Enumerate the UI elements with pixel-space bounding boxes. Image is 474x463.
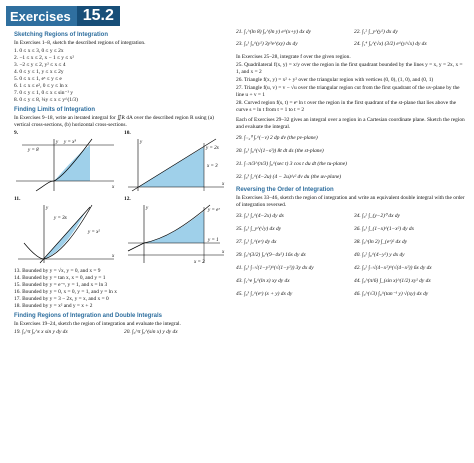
exercises-19-20: [14, 329, 228, 336]
graph-11-svg: [14, 203, 118, 265]
section-reversing: Reversing the Order of Integration: [236, 187, 334, 193]
exercise-2: 2. −1 ≤ x ≤ 2, x − 1 ≤ y ≤ x²: [14, 55, 74, 61]
graph-12-y-label: y: [146, 206, 149, 211]
intro-25-28: In Exercises 25–28, integrate f over the given region.: [236, 54, 351, 60]
exercise-45: 45. ∫₀³ ∫₁^(eʸ) (x + y) dx dy: [236, 291, 293, 297]
exercise-1: 1. 0 ≤ x ≤ 3, 0 ≤ y ≤ 2x: [14, 48, 64, 54]
exercise-31: 31. ∫₋π/3^(π/3) ∫₀^(sec t) 3 cos t du dt (the tu-plane): [236, 161, 347, 167]
graph-12-label-vertical: x = 2: [194, 260, 205, 265]
exercise-24: 24. ∫₁⁴ ∫₀^(√x) (3/2) e^(y/√x) dy dx: [354, 41, 427, 47]
exercise-33: 33. ∫₀¹ ∫₂^(4−2x) dy dx: [236, 213, 284, 219]
exercise-8: 8. 0 ≤ y ≤ 8, ¼y ≤ x ≤ y^(1/3): [14, 97, 78, 103]
exercise-32: 32. ∫₀³ ∫₁^(4−2u) (4 − 2u)/v² dv du (the uv-plane): [236, 174, 342, 180]
exercise-26: 26. Triangle f(x, y) = x² + y² over the triangular region with vertices (0, 0), (1, 0), and (0, 1): [236, 77, 434, 83]
graph-10-y-label: y: [140, 140, 143, 145]
graph-12-number: 12.: [124, 196, 131, 202]
intro-19-24: In Exercises 19–24, sketch the region of integration and evaluate the integral.: [14, 321, 181, 327]
graph-10-label-diagonal: y = 2x: [206, 146, 219, 151]
exercise-5: 5. 0 ≤ x ≤ 1, eˣ ≤ y ≤ e: [14, 76, 62, 82]
exercise-4: 4. 0 ≤ y ≤ 1, y ≤ x ≤ 2y: [14, 69, 64, 75]
graph-12-label-curve: y = eˣ: [208, 208, 220, 213]
exercise-7: 7. 0 ≤ y ≤ 1, 0 ≤ x ≤ sin⁻¹ y: [14, 90, 73, 96]
intro-33-46: In Exercises 33–46, sketch the region of integration and write an equivalent double integral with the order of integration reversed.: [236, 195, 465, 208]
graph-12: [124, 196, 228, 268]
graph-9-svg: [14, 137, 118, 193]
exercise-41: 41. ∫₀¹ ∫₋√(1−y²)^(√(1−y²)) 3y dx dy: [236, 265, 314, 271]
exercise-16: 16. Bounded by y = 0, x = 0, y = 1, and y = ln x: [14, 289, 117, 295]
exercise-34: 34. ∫₀² ∫_(y−2)⁰ dx dy: [354, 213, 400, 219]
intro-9-18: In Exercises 9–18, write an iterated integral for ∬R dA over the described region R using (a) vertical cross-sections, (b) horizontal cross-sections.: [14, 115, 214, 128]
exercise-25: 25. Quadrilateral f(x, y) = x/y over the region in the first quadrant bounded by the lines y = x, y = 2x, x = 1, and x = 2: [236, 62, 463, 75]
graph-11-label-curve: y = x²: [88, 230, 100, 235]
header-number: 15.2: [77, 6, 120, 26]
exercise-21: 21. ∫₁^(ln 8) ∫₀^(ln y) e^(x+y) dx dy: [236, 29, 311, 35]
section-sketching: Sketching Regions of Integration: [14, 32, 109, 38]
graph-11-x-label: x: [112, 254, 115, 259]
graph-10: [124, 130, 228, 196]
exercise-17: 17. Bounded by y = 3 − 2x, y = x, and x = 0: [14, 296, 109, 302]
graph-9-y-label: y: [56, 140, 59, 145]
graph-12-label-horizontal: y = 1: [208, 238, 219, 243]
graph-9-number: 9.: [14, 130, 19, 136]
exercise-13: 13. Bounded by y = √x, y = 0, and x = 9: [14, 268, 101, 274]
graph-11-curve: [24, 205, 92, 259]
exercise-18: 18. Bounded by y = x² and y = x + 2: [14, 303, 93, 309]
graphs-row-2: [14, 196, 228, 268]
right-column: [236, 8, 466, 301]
exercise-6: 6. 1 ≤ x ≤ e², 0 ≤ y ≤ ln x: [14, 83, 68, 89]
graph-10-svg: [124, 137, 228, 193]
exercise-29: 29. ∫₋₂⁰ ∫ᵥ^(−v) 2 dp dv (the pv-plane): [236, 135, 318, 141]
graphs-row-1: [14, 130, 228, 196]
graph-9: [14, 130, 118, 196]
graph-12-svg: [124, 203, 228, 265]
graph-12-region: [144, 211, 204, 243]
exercise-38: 38. ∫₀^(ln 2) ∫_(eˣ)² dx dy: [354, 239, 408, 245]
section-finding-limits: Finding Limits of Integration: [14, 107, 95, 113]
graph-9-label-curve: y = x³: [64, 140, 76, 145]
exercise-42: 42. ∫₀² ∫₋√(4−x²)^(√(4−x²)) 6x dy dx: [354, 265, 432, 271]
graph-10-number: 10.: [124, 130, 131, 136]
exercise-28: 28. Curved region f(s, t) = eˢ ln t over the region in the first quadrant of the st-plane that lies above the curve s = ln t from t = 1 to t = 2: [236, 100, 457, 113]
exercise-3: 3. −2 ≤ y ≤ 2, y² ≤ x ≤ 4: [14, 62, 66, 68]
graph-11-y-label: y: [46, 206, 49, 211]
exercise-44: 44. ∫₀^(π/6) ∫_(sin x)^(1/2) xy² dy dx: [354, 278, 431, 284]
exercise-37: 37. ∫₀¹ ∫₁^(eˣ) dy dx: [236, 239, 277, 245]
header-word: Exercises: [10, 8, 71, 24]
graph-11-label-line: y = 3x: [54, 216, 67, 221]
exercise-36: 36. ∫₀¹ ∫_(1−x)^(1−x²) dy dx: [354, 226, 414, 232]
left-column: [14, 30, 228, 336]
exercise-14: 14. Bounded by y = tan x, x = 0, and y = 1: [14, 275, 106, 281]
graph-9-label-line: y = 8: [28, 148, 39, 153]
graph-11-number: 11.: [14, 196, 21, 202]
section-finding-regions: Finding Regions of Integration and Double Integrals: [14, 313, 162, 319]
graph-11: [14, 196, 118, 268]
exercises-21-24: [236, 26, 466, 50]
exercise-39: 39. ∫₀^(3/2) ∫₀^(9−4x²) 16x dy dx: [236, 252, 306, 258]
graph-12-x-label: x: [222, 250, 225, 255]
exercise-19: 19. ∫₀^π ∫₀^x x sin y dy dx: [14, 329, 68, 335]
exercise-23: 23. ∫₀¹ ∫₀^(y²) 3y³e^(xy) dx dy: [236, 41, 298, 47]
exercises-33-46: [236, 210, 466, 301]
intro-29-32: Each of Exercises 29–32 gives an integral over a region in a Cartesian coordinate plane. Sketch the region and evaluate the integral.: [236, 117, 465, 130]
exercise-15: 15. Bounded by y = e⁻ˣ, y = 1, and x = ln 3: [14, 282, 108, 288]
exercise-46: 46. ∫₀^(√3) ∫₀^(tan⁻¹ y) √(xy) dx dy: [354, 291, 429, 297]
graph-10-x-label: x: [222, 182, 225, 187]
exercise-20: 20. ∫₀^π ∫₀^(sin x) y dy dx: [124, 329, 178, 335]
graph-10-label-vertical: x = 3: [207, 164, 218, 169]
exercises-header: [6, 6, 116, 26]
intro-1-8: In Exercises 1–8, sketch the described regions of integration.: [14, 40, 146, 46]
exercise-27: 27. Triangle f(u, v) = v − √u over the triangular region cut from the first quadrant of the uv-plane by the line u + v = 1: [236, 85, 460, 98]
exercise-30: 30. ∫₀¹ ∫₀^(√(1−s²)) 8t dt ds (the st-plane): [236, 148, 324, 154]
exercise-22: 22. ∫₁² ∫_y^(y²) dx dy: [354, 29, 398, 35]
exercise-35: 35. ∫₀¹ ∫_y^(√y) dx dy: [236, 226, 282, 232]
graph-9-x-label: x: [112, 185, 115, 190]
exercise-43: 43. ∫₁^e ∫₀^(ln x) xy dy dx: [236, 278, 290, 284]
exercise-40: 40. ∫₀² ∫₀^(4−y²) y dx dy: [354, 252, 405, 258]
